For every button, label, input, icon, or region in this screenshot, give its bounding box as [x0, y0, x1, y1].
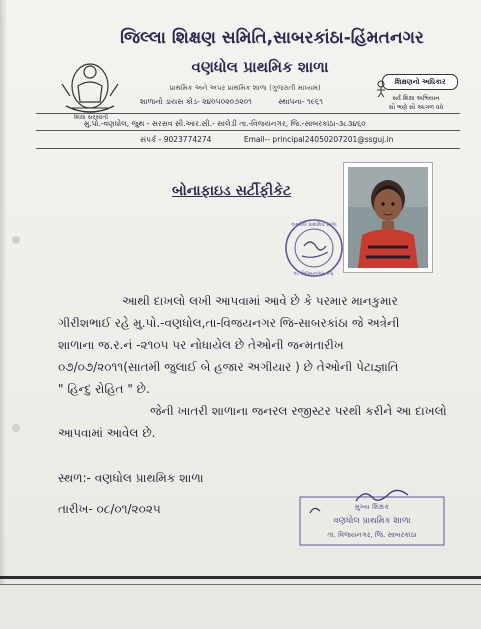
rte-banner: શિક્ષણનો અધિકાર: [382, 74, 458, 90]
contact-line: [140, 135, 393, 145]
certificate-heading: બોનાફાઇડ સર્ટીફીકેટ: [172, 183, 292, 199]
rte-logo: [372, 74, 460, 116]
dise-line: [140, 97, 323, 107]
certificate-body: [58, 290, 460, 444]
body-line: આપવામાં આવેલ છે.: [58, 426, 156, 440]
saraswati-emblem-icon: [56, 56, 124, 120]
headmaster-seal: [298, 487, 448, 549]
body-line: ૦૭/૦૭/૨૦૧૧(સાતમી જુલાઈ બે હજાર અગીયાર ) છે તેઓની પેટાજ્ઞાતિ: [58, 360, 399, 374]
page-footer-margin: [0, 585, 481, 629]
contact-phone: સંપર્ક - 9023774274: [140, 135, 212, 144]
body-line: શાળાના જ.ર.નં -૨૧૦૫ પર નોધાયેલ છે તેઓની જન્મતારીખ: [58, 338, 344, 352]
round-school-seal: [280, 216, 350, 280]
scan-edge: [0, 0, 6, 629]
certificate-place: સ્થળ:- વણધોલ પ્રાથમિક શાળા: [58, 471, 204, 485]
contact-email: Email-- principal24050207201@ssguj.in: [243, 135, 394, 144]
punch-hole: [12, 236, 20, 244]
body-line: ગીરીશભાઈ રહે મુ.પો.-વણધોલ,તા-વિજયનગર જિ-સાબરકાંઠા જે અત્રેની: [58, 316, 400, 330]
school-name: વણધોલ પ્રાથમિક શાળા: [191, 58, 329, 76]
header-divider: [36, 130, 460, 131]
rte-line2: સૌ ભણે સૌ આગળ વધે: [388, 104, 444, 111]
logo-caption: શિક્ષા સરસ્વતી: [73, 114, 109, 121]
body-line: જેની ખાતરી શાળાના જનરલ રજીસ્ટર પરથી કરીને આ દાખલો: [150, 404, 447, 418]
dise-code: શાળાનો ડાયસ કોડ- ૨૪૦૫૦૨૦૭૨૦૧: [140, 97, 252, 106]
school-address: મુ.પો.-વણધોલ, જુથ - સરસવ સી.આર.સી.- સાલેડી તા.-વિજયનગર, જિ.-સાબરકાંઠા-૩૮૩૪૬૦: [84, 119, 366, 128]
seal-location: તા. વિજયનગર, જિ. સાબરકાંઠા: [327, 531, 417, 539]
established-year: સ્થાપના- ૧૯૬૧: [278, 97, 323, 106]
body-line: આથી દાખલો લખી આપવામાં આવે છે કે પરમાર માનકુમાર: [122, 294, 398, 308]
student-photo: [343, 162, 433, 273]
seal-school-name: વણધોલ પ્રાથમિક શાળા: [333, 516, 411, 526]
committee-title: જિલ્લા શિક્ષણ સમિતિ,સાબરકાંઠા-હિંમતનગર: [120, 28, 424, 48]
student-photo-image: [348, 167, 428, 268]
certificate-date: તારીખ- ૦૮/૦૧/૨૦૨૫: [58, 502, 161, 516]
rte-line1: સર્વ શિક્ષા અભિયાન: [392, 95, 440, 102]
seal-designation: મુખ્ય શિક્ષક: [354, 503, 390, 511]
header-divider: [36, 113, 460, 114]
punch-hole: [12, 424, 20, 432]
round-seal-outer: વણધોલ પ્રાથમિક શાળા: [291, 222, 337, 228]
body-line: " હિન્દુ રોહિત " છે.: [58, 382, 150, 396]
round-seal-bottom: તા. વિજયનગર, જિ.: [293, 271, 335, 277]
school-management: પ્રાથમિક અને અપર પ્રાથમિક શાળા (ગુજરાતી માધ્યમ): [169, 84, 321, 92]
header-divider: [36, 148, 460, 149]
bottom-border: [0, 576, 481, 579]
